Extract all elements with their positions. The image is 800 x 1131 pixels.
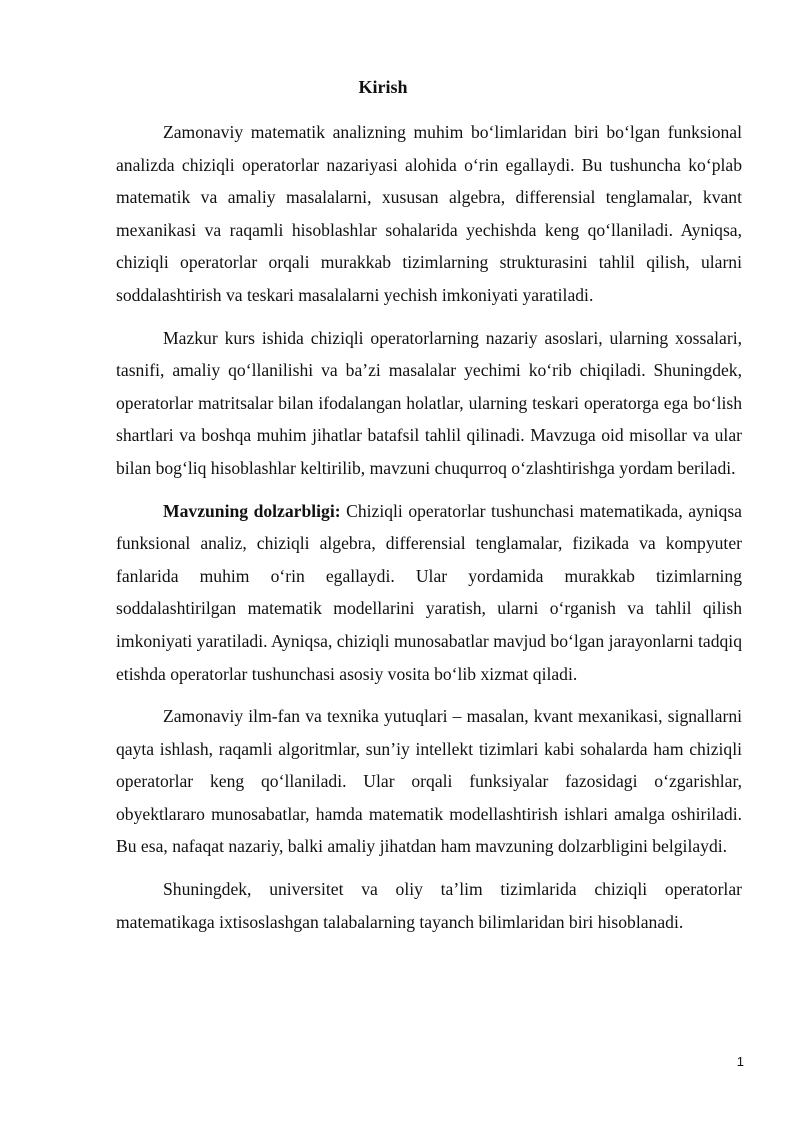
page-number: 1: [736, 1054, 744, 1069]
paragraph-text: Zamonaviy matematik analizning muhim bo‘limlaridan biri bo‘lgan funksional analizda chiziqli operatorlar nazariyasi alohida o‘rin egallaydi. Bu tushuncha ko‘plab matematik va amaliy masalalarni, xususan algebra, differensial tenglamalar, kvant mexanikasi va raqamli hisoblashlar sohalarida yechishda keng qo‘llaniladi. Ayniqsa, chiziqli operatorlar orqali murakkab tizimlarning strukturasini tahlil qilish, ularni soddalashtirish va teskari masalalarni yechish imkoniyati yaratiladi.: [116, 122, 742, 305]
relevance-heading: Mavzuning dolzarbligi:: [163, 500, 341, 521]
paragraph-topic-relevance: [116, 495, 742, 691]
paragraph-introduction: [116, 116, 742, 312]
document-body: [116, 116, 742, 948]
paragraph-modern-applications: [116, 700, 742, 863]
paragraph-text: Zamonaviy ilm-fan va texnika yutuqlari – masalan, kvant mexanikasi, signallarni qayta ishlash, raqamli algoritmlar, sun’iy intellekt tizimlari kabi sohalarda ham chiziqli operatorlar keng qo‘llaniladi. Ular orqali funksiyalar fazosidagi o‘zgarishlar, obyektlararo munosabatlar, hamda matematik modellashtirish ishlari amalga oshiriladi. Bu esa, nafaqat nazariy, balki amaliy jihatdan ham mavzuning dolzarbligini belgilaydi.: [116, 706, 742, 857]
paragraph-course-overview: [116, 322, 742, 485]
page-title: Kirish: [358, 77, 408, 97]
paragraph-text: Chiziqli operatorlar tushunchasi matematikada, ayniqsa funksional analiz, chiziqli algebra, differensial tenglamalar, fizikada va kompyuter fanlarida muhim o‘rin egallaydi. Ular yordamida murakkab tizimlarning soddalashtirilgan matematik modellarini yaratish, ularni o‘rganish va tahlil qilish imkoniyati yaratiladi. Ayniqsa, chiziqli munosabatlar mavjud bo‘lgan jarayonlarni tadqiq etishda operatorlar tushunchasi asosiy vosita bo‘lib xizmat qiladi.: [116, 500, 742, 684]
paragraph-text: Shuningdek, universitet va oliy ta’lim tizimlarida chiziqli operatorlar matematikaga ixtisoslashgan talabalarning tayanch bilimlaridan biri hisoblanadi.: [116, 879, 742, 932]
paragraph-university-context: [116, 873, 742, 938]
paragraph-text: Mazkur kurs ishida chiziqli operatorlarning nazariy asoslari, ularning xossalari, tasnifi, amaliy qo‘llanilishi va ba’zi masalalar yechimi ko‘rib chiqiladi. Shuningdek, operatorlar matritsalar bilan ifodalangan holatlar, ularning teskari operatorga ega bo‘lish shartlari va boshqa muhim jihatlar batafsil tahlil qilinadi. Mavzuga oid misollar va ular bilan bog‘liq hisoblashlar keltirilib, mavzuni chuqurroq o‘zlashtirishga yordam beriladi.: [116, 327, 742, 478]
